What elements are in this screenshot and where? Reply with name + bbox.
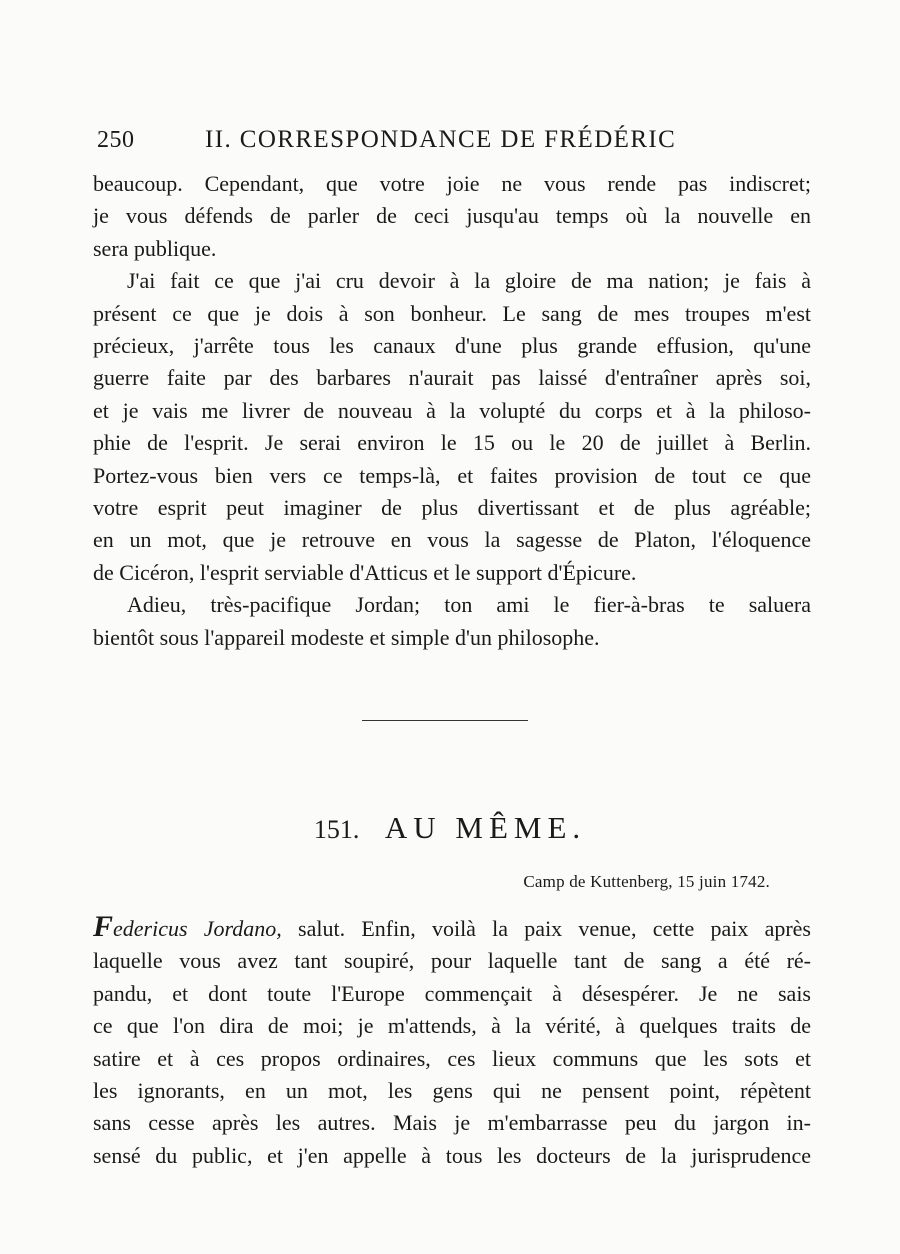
text-line: Adieu, très-pacifique Jordan; ton ami le fier-à-bras te saluera: [127, 592, 811, 618]
text-line: en un mot, que je retrouve en vous la sagesse de Platon, l'éloquence: [93, 527, 811, 553]
text-line: beaucoup. Cependant, que votre joie ne vous rende pas indiscret;: [93, 171, 811, 196]
running-title: II. CORRESPONDANCE DE FRÉDÉRIC: [205, 126, 677, 153]
text-line: sans cesse après les autres. Mais je m'embarrasse peu du jargon in-: [93, 1110, 811, 1136]
dateline: Camp de Kuttenberg, 15 juin 1742.: [523, 872, 770, 891]
letter-title: AU MÊME.: [384, 810, 587, 845]
text-line: votre esprit peut imaginer de plus divertissant et de plus agréable;: [93, 495, 811, 521]
text-line: J'ai fait ce que j'ai cru devoir à la gloire de ma nation; je fais à: [127, 268, 811, 294]
text-line: les ignorants, en un mot, les gens qui ne pensent point, répètent: [93, 1078, 811, 1104]
text-line: pandu, et dont toute l'Europe commençait à désespérer. Je ne sais: [93, 980, 811, 1006]
text-line: Portez-vous bien vers ce temps-là, et faites provision de tout ce que: [93, 462, 811, 488]
text-line: laquelle vous avez tant soupiré, pour laquelle tant de sang a été ré-: [93, 948, 811, 974]
letter-151-body: [93, 911, 811, 1172]
text-line: précieux, j'arrête tous les canaux d'une plus grande effusion, qu'une: [93, 333, 811, 359]
text-line: satire et à ces propos ordinaires, ces lieux communs que les sots et: [93, 1045, 811, 1071]
letter-150-body: [93, 168, 811, 654]
page-number: 250: [97, 127, 135, 153]
text-line: guerre faite par des barbares n'aurait pas laissé d'entraîner après soi,: [93, 365, 811, 391]
first-line: [93, 911, 811, 945]
letter-heading: [0, 810, 900, 846]
text-line: présent ce que je dois à son bonheur. Le sang de mes troupes m'est: [93, 300, 811, 326]
text-line: ce que l'on dira de moi; je m'attends, à la vérité, à quelques traits de: [93, 1013, 811, 1039]
text-line: je vous défends de parler de ceci jusqu'au temps où la nouvelle en: [93, 203, 811, 229]
drop-initial: F: [93, 910, 114, 943]
running-head: [97, 126, 717, 154]
text-line: sensé du public, et j'en appelle à tous les docteurs de la jurisprudence: [93, 1142, 811, 1168]
text-line: et je vais me livrer de nouveau à la volupté du corps et à la philoso-: [93, 397, 811, 423]
first-line-text: salut. Enfin, voilà la paix venue, cette paix après: [281, 916, 811, 941]
salutation-name: edericus Jordano,: [113, 916, 282, 941]
text-line: sera publique.: [93, 235, 217, 261]
text-line: de Cicéron, l'esprit serviable d'Atticus et le support d'Épicure.: [93, 559, 637, 585]
letter-number: 151.: [313, 815, 360, 844]
section-divider: [362, 720, 528, 721]
text-line: bientôt sous l'appareil modeste et simple d'un philosophe.: [93, 624, 600, 650]
text-line: phie de l'esprit. Je serai environ le 15 ou le 20 de juillet à Berlin.: [93, 430, 811, 456]
